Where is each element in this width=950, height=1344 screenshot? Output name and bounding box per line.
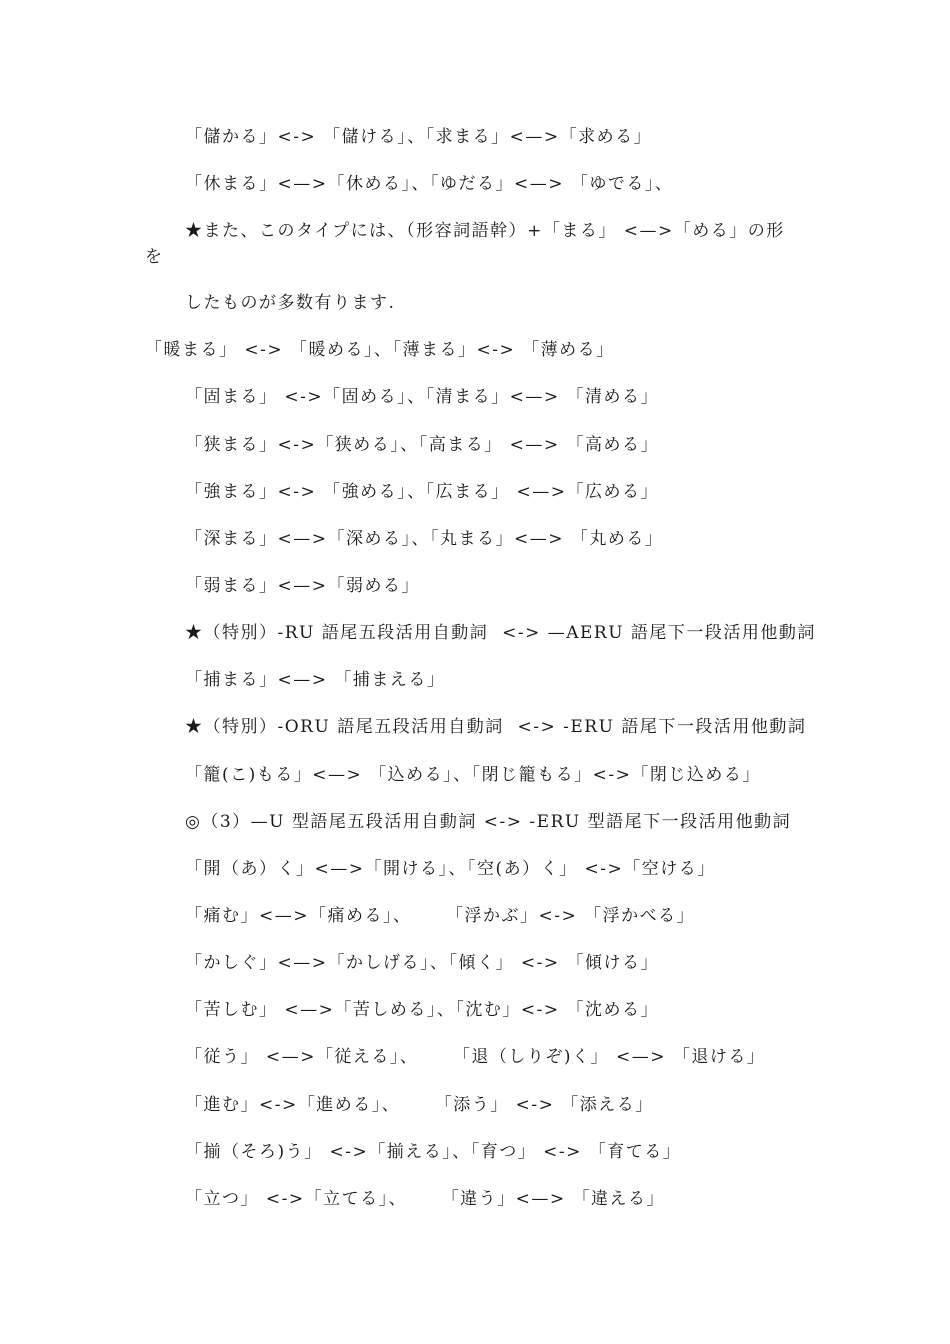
text-line: 「捕まる」<—> 「捕まえる」 <box>185 670 446 690</box>
text-line: 「苦しむ」 <—>「苦しめる」、「沈む」<-> 「沈める」 <box>185 1000 660 1020</box>
text-line: 「進む」<->「進める」、 「添う」 <-> 「添える」 <box>185 1095 654 1115</box>
text-line: 「開（あ）く」<—>「開ける」、「空(あ）く」 <->「空ける」 <box>185 859 716 879</box>
text-line: ★また、このタイプには、（形容詞語幹）+「まる」 <—>「める」の形 <box>185 221 785 241</box>
text-line: ◎（3）—U 型語尾五段活用自動詞 <-> -ERU 型語尾下一段活用他動詞 <box>185 812 792 832</box>
text-line: ★（特別）-ORU 語尾五段活用自動詞 <-> -ERU 語尾下一段活用他動詞 <box>185 717 807 737</box>
text-line: 「強まる」<-> 「強める」、「広まる」 <—>「広める」 <box>185 482 660 502</box>
text-line: 「休まる」<—>「休める」、「ゆだる」<—> 「ゆでる」、 <box>185 174 674 194</box>
text-line: 「かしぐ」<—>「かしげる」、「傾く」 <-> 「傾ける」 <box>185 953 660 973</box>
text-line: 「揃（そろ)う」 <->「揃える」、「育つ」 <-> 「育てる」 <box>185 1142 682 1162</box>
text-line: 「従う」 <—>「従える」、 「退（しりぞ)く」 <—> 「退ける」 <box>185 1047 766 1067</box>
text-line: 「儲かる」<-> 「儲ける」、「求まる」<—>「求める」 <box>185 127 653 147</box>
text-line: 「籠(こ)もる」<—> 「込める」、「閉じ籠もる」<->「閉じ込める」 <box>185 765 761 785</box>
text-line: 「狭まる」<->「狭める」、「高まる」 <—> 「高める」 <box>185 435 660 455</box>
text-line: 「立つ」 <->「立てる」、 「違う」<—> 「違える」 <box>185 1189 666 1209</box>
text-line: 「固まる」 <->「固める」、「清まる」<—> 「清める」 <box>185 387 660 407</box>
text-line: 「弱まる」<—>「弱める」 <box>185 576 420 596</box>
text-line: 「深まる」<—>「深める」、「丸まる」<—> 「丸める」 <box>185 529 664 549</box>
text-line: したものが多数有ります. <box>185 293 396 313</box>
text-line: ★（特別）-RU 語尾五段活用自動詞 <-> —AERU 語尾下一段活用他動詞 <box>185 623 816 643</box>
text-line: 「痛む」<—>「痛める」、 「浮かぶ」<-> 「浮かべる」 <box>185 906 696 926</box>
text-line: 「暖まる」 <-> 「暖める」、「薄まる」<-> 「薄める」 <box>145 340 615 360</box>
text-line: を <box>145 247 164 267</box>
